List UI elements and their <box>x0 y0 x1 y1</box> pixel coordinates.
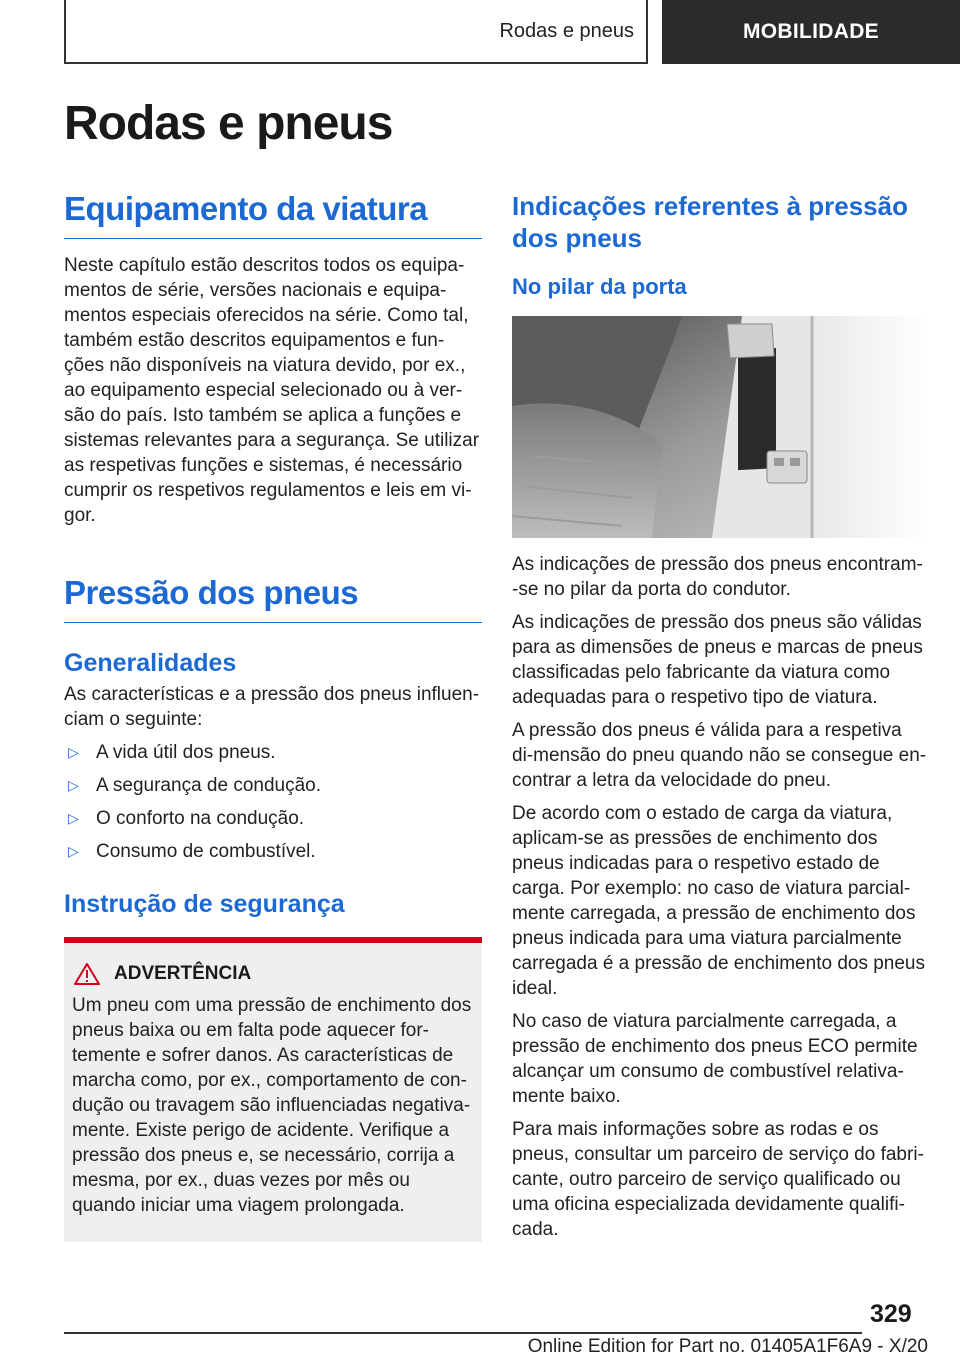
header-section-tab: MOBILIDADE <box>662 0 960 64</box>
indications-heading: Indicações referentes à pressão dos pneus <box>512 191 908 253</box>
safety-heading: Instrução de segurança <box>64 890 345 918</box>
page-title: Rodas e pneus <box>64 97 393 150</box>
bullet-list <box>64 740 482 864</box>
paragraph: A pressão dos pneus é válida para a respetiva di-mensão do pneu quando não se consegue en-contrar a letra da velocidade do pneu. <box>512 720 927 791</box>
door-pillar-heading: No pilar da porta <box>512 274 687 299</box>
heading-rule <box>64 622 482 623</box>
warning-box <box>64 943 482 1242</box>
list-item: ▷ Consumo de combustível. <box>64 839 482 864</box>
tire-pressure-heading: Pressão dos pneus <box>64 574 359 611</box>
warning-text: Um pneu com uma pressão de enchimento dos pneus baixa ou em falta pode aquecer for-temente e sofrer danos. As características de marcha como, por ex., comportamento de con-dução ou travagem são influenciadas negativa-mente. Existe perigo de acidente. Verifique a pressão dos pneus e, se necessário, corrija a mesma, por ex., duas vezes por mês ou quando iniciar uma viagem prolongada. <box>72 995 472 1216</box>
list-item: ▷ O conforto na condução. <box>64 806 482 831</box>
left-column <box>64 190 482 1242</box>
warning-triangle-icon <box>74 963 100 985</box>
equipment-heading: Equipamento da viatura <box>64 190 428 227</box>
header-bottom-rule <box>64 62 648 64</box>
list-item: ▷ A vida útil dos pneus. <box>64 740 482 765</box>
warning-label: ADVERTÊNCIA <box>114 963 252 984</box>
bullet-triangle-icon: ▷ <box>68 777 79 793</box>
page-number: 329 <box>870 1300 912 1328</box>
equipment-paragraph: Neste capítulo estão descritos todos os equipa-mentos de série, versões nacionais e equipa-mentos especiais oferecidos na série. Como tal, também estão descritos equipamentos e fun-ções não disponíveis na viatura devido, por ex., ao equipamento especial selecionado ou à ver-são do país. Isto também se aplica a funções e sistemas relevantes para a segurança. Se utilizar as respetivas funções e sistemas, é necessário cumprir os respetivos regulamentos e leis em vi-gor. <box>64 255 480 526</box>
list-item: ▷ A segurança de condução. <box>64 773 482 798</box>
footer-edition: Online Edition for Part no. 01405A1F6A9 - X/20 <box>527 1336 928 1357</box>
heading-rule <box>64 238 482 239</box>
right-column <box>512 190 928 1242</box>
bullet-triangle-icon: ▷ <box>68 810 79 826</box>
paragraph: No caso de viatura parcialmente carregada, a pressão de enchimento dos pneus ECO permite alcançar um consumo de combustível relativa-mente baixo. <box>512 1011 918 1107</box>
paragraph: As indicações de pressão dos pneus encontram--se no pilar da porta do condutor. <box>512 554 923 600</box>
warning-header <box>72 963 474 985</box>
general-heading: Generalidades <box>64 649 237 677</box>
bullet-triangle-icon: ▷ <box>68 843 79 859</box>
paragraph: De acordo com o estado de carga da viatura, aplicam-se as pressões de enchimento dos pneus indicadas para o respetivo estado de carga. Por exemplo: no caso de viatura parcial-mente carregada, a pressão de enchimento dos pneus indicada para uma viatura parcialmente carregada é a pressão de enchimento dos pneus ideal. <box>512 803 925 999</box>
door-pillar-photo <box>512 316 928 538</box>
bullet-triangle-icon: ▷ <box>68 744 79 760</box>
paragraph: Para mais informações sobre as rodas e os pneus, consultar um parceiro de serviço do fabri-cante, outro parceiro de serviço qualificado ou uma oficina especializada devidamente qualifi-cada. <box>512 1119 924 1240</box>
header-chapter: Rodas e pneus <box>66 0 648 62</box>
footer-rule <box>64 1332 862 1334</box>
paragraph: As indicações de pressão dos pneus são válidas para as dimensões de pneus e marcas de pneus classificadas pelo fabricante da viatura como adequadas para o respetivo tipo de viatura. <box>512 612 923 708</box>
general-paragraph: As características e a pressão dos pneus influen-ciam o seguinte: <box>64 684 480 730</box>
